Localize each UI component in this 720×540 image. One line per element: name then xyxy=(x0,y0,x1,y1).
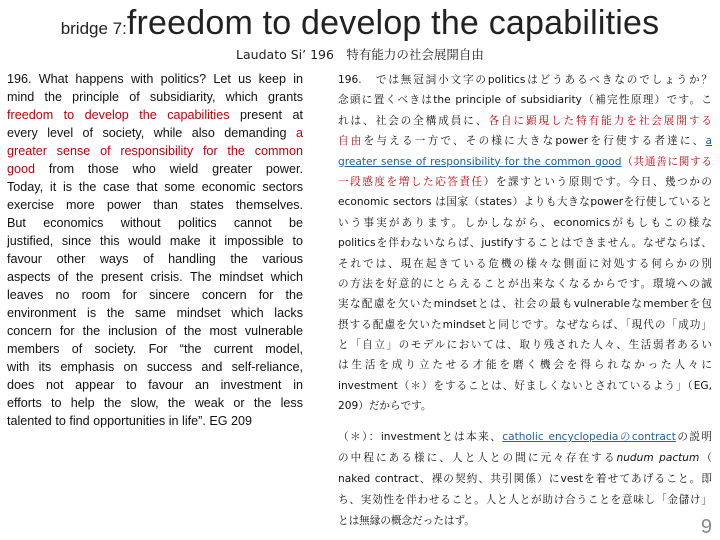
english-text-column xyxy=(7,70,303,430)
text-line xyxy=(338,448,712,469)
link[interactable]: greater sense of responsibility for the common good xyxy=(338,155,622,168)
text-segment: But economics without politics cannot be xyxy=(7,216,303,230)
text-line xyxy=(7,178,303,196)
text-line xyxy=(7,70,303,88)
footnote xyxy=(338,427,712,532)
text-line xyxy=(338,70,712,90)
text-segment: concern for the inclusion of the most vulnerable xyxy=(7,324,303,338)
text-line xyxy=(338,315,712,335)
text-line xyxy=(338,172,712,192)
text-segment: （ xyxy=(699,452,712,464)
text-line xyxy=(338,254,712,274)
text-line xyxy=(338,213,712,233)
text-line xyxy=(7,394,303,412)
text-line xyxy=(338,335,712,355)
text-segment: exercise more power than states themselves. xyxy=(7,198,303,212)
text-line xyxy=(7,322,303,340)
text-segment: aspects of the present crisis. The mindset which xyxy=(7,270,303,284)
text-segment: とは無縁の概念だったはず。 xyxy=(338,515,475,527)
highlighted-text: 一段感度を増した応答責任 xyxy=(338,175,484,188)
link[interactable]: catholic encyclopediaのcontract xyxy=(502,431,676,443)
text-segment: の中程にある様に、人と人との間に元々存在する xyxy=(338,452,617,464)
text-line xyxy=(7,124,303,142)
text-line xyxy=(338,490,712,511)
text-line xyxy=(338,511,638,532)
text-segment: efforts to help the slow, the weak or the less xyxy=(7,396,303,410)
text-line xyxy=(338,131,712,151)
text-line xyxy=(7,376,303,394)
text-line xyxy=(7,232,303,250)
text-segment: every level of society, while also demanding xyxy=(7,126,296,140)
highlighted-text: freedom to develop the capabilities xyxy=(7,108,230,122)
text-segment: それでは、現在起きている危機の様々な側面に対処する何らかの別 xyxy=(338,257,712,270)
text-segment: members of society. For “the current model, xyxy=(7,342,303,356)
text-line xyxy=(338,469,712,490)
text-line xyxy=(7,304,303,322)
text-segment: 摂する配慮を欠いたmindsetと同じです。なぜならば、「現代の「成功」 xyxy=(338,318,712,331)
text-line xyxy=(338,233,712,253)
text-segment: favour other ways of handling the various xyxy=(7,252,303,266)
text-segment: ち、実効性を伴わせること。人と人とが助け合うことを意味し「金儲け」 xyxy=(338,494,712,506)
text-line xyxy=(7,160,303,178)
highlighted-text: 自由 xyxy=(338,135,364,148)
text-line xyxy=(7,358,303,376)
text-segment: naked contract、裸の契約、共引関係）にvestを着せてあげること。即 xyxy=(338,473,712,485)
text-line xyxy=(7,88,303,106)
text-segment: 196. では無冠詞小文字のpoliticsはどうあるべきなのでしょうか？ xyxy=(338,74,712,86)
highlighted-text: a xyxy=(295,126,303,140)
text-line xyxy=(7,250,303,268)
text-segment: investment（＊）をすることは、好ましくないとされているよう」（EG, xyxy=(338,379,712,392)
text-segment: leaves no room for sincere concern for the xyxy=(7,288,303,302)
text-line xyxy=(338,294,712,314)
text-segment: politicsを伴わないならば、justifyすることはできません。なぜならば、 xyxy=(338,237,712,250)
text-line xyxy=(7,214,303,232)
text-line xyxy=(338,396,712,416)
text-segment: 実な配慮を欠いたmindsetとは、社会の最もvulnerableなmemberを包 xyxy=(338,298,712,311)
text-line xyxy=(338,274,712,294)
text-line xyxy=(7,268,303,286)
text-segment: の方法を好意的にとらえることが出来なくなるからです。環境への誠 xyxy=(338,277,712,290)
text-segment: Today, it is the case that some economic sectors xyxy=(7,180,303,194)
text-segment: を与える一方で、その様に大きなpowerを行使する者達に、 xyxy=(363,135,706,148)
text-line xyxy=(7,106,303,124)
text-segment: present at xyxy=(229,108,303,122)
text-segment: nudum pactum xyxy=(616,452,700,464)
slide-subtitle: Laudato Si’ 196 特有能力の社会展開自由 xyxy=(236,47,484,62)
japanese-text-column xyxy=(338,70,712,417)
text-segment: 念頭に置くべきはthe principle of subsidiarity（補完性原理）です。こ xyxy=(338,94,712,107)
text-segment: mind the principle of subsidiarity, which grants xyxy=(7,90,303,104)
text-segment: いう事実があります。しかしながら、economicsがもしもこの様な xyxy=(338,216,712,229)
text-segment: は生活を成り立たせる才能を磨く機会を得られなかった人々に xyxy=(338,359,712,372)
text-segment: れは、社会の全構成員に、 xyxy=(338,114,489,127)
highlighted-text: （共通善に関する xyxy=(621,155,712,168)
page-number: 9 xyxy=(700,516,712,538)
title-main: freedom to develop the capabilities xyxy=(126,4,660,42)
text-line xyxy=(338,90,712,110)
highlighted-text: 各自に顕現した特有能力を社会展開する xyxy=(488,114,712,127)
text-segment: economic sectors は国家（states）よりも大きなpowerを行使していると xyxy=(338,196,712,209)
text-segment: と「自立」のモデルにおいては、取り残された人々、生活弱者あるい xyxy=(338,339,712,352)
text-line xyxy=(338,376,712,396)
text-segment: 209）だからです。 xyxy=(338,400,432,413)
text-line xyxy=(7,340,303,358)
text-segment: does not appear to favour an investment in xyxy=(7,378,303,392)
text-line xyxy=(7,142,303,160)
text-line xyxy=(338,111,712,131)
text-line xyxy=(7,412,303,430)
highlighted-text: greater sense of responsibility for the common xyxy=(7,144,303,158)
highlighted-text: good xyxy=(7,162,36,176)
text-line xyxy=(338,427,712,448)
text-line xyxy=(338,152,712,172)
text-segment: （＊）：investmentとは本来、 xyxy=(338,431,503,443)
text-segment: ）を課すという原則です。今日、幾つかの xyxy=(483,175,712,188)
text-line xyxy=(7,196,303,214)
text-segment: の説明 xyxy=(675,431,712,443)
text-segment: environment is the same mindset which lacks xyxy=(7,306,303,320)
text-line xyxy=(7,286,303,304)
slide-title xyxy=(0,2,720,44)
text-segment: from those who wield greater power. xyxy=(35,162,303,176)
text-segment: 196. What happens with politics? Let us keep in xyxy=(7,72,303,86)
title-prefix: bridge 7: xyxy=(60,19,127,38)
text-segment: talented to find opportunities in life”. EG 209 xyxy=(7,414,253,428)
link[interactable]: a xyxy=(705,135,712,148)
text-segment: justified, since this would make it impossible to xyxy=(7,234,303,248)
text-segment: with its emphasis on success and self-reliance, xyxy=(7,360,303,374)
text-line xyxy=(338,192,712,212)
text-line xyxy=(338,355,712,375)
